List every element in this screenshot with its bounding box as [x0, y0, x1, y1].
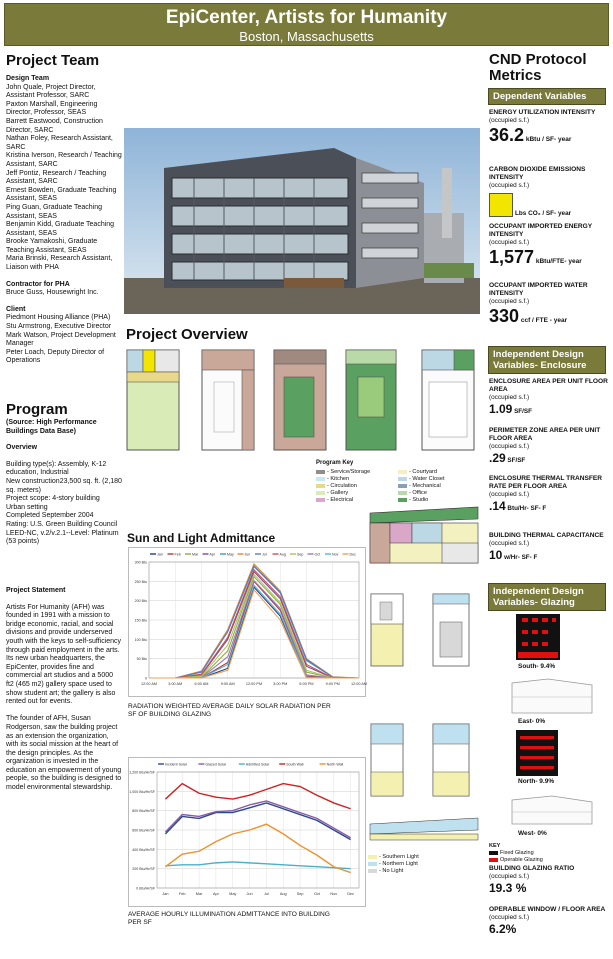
operable-window-label: OPERABLE WINDOW / FLOOR AREA [489, 906, 606, 913]
south-glazing: South- 9.4% [518, 663, 556, 670]
design-team-label: Design Team [6, 75, 50, 82]
co2-label: CARBON DIOXIDE EMISSIONS INTENSITY [489, 166, 586, 181]
program-key-swatch [398, 498, 407, 502]
thermal-capacitance-metric [489, 532, 609, 565]
client-list: Piedmont Housing Alliance (PHA) Stu Armstrong, Executive Director Mark Watson, Project Development Manager Peter Loach, Deputy Director of Operations [6, 314, 116, 365]
operable-glazing-swatch [489, 858, 498, 862]
legend-label: Jun [244, 552, 251, 557]
x-tick-label: 9:00 AM [220, 682, 235, 686]
x-tick-label: Jun [246, 892, 253, 896]
program-key-swatch [316, 470, 325, 474]
section-drawing [368, 505, 480, 565]
dependent-variables-band: Dependent Variables [488, 88, 606, 105]
imported-water-sub: (occupied s.f.) [489, 298, 530, 305]
legend-label: Mar [192, 552, 199, 557]
glazing-ratio-metric [489, 865, 609, 895]
imported-water-metric [489, 282, 609, 331]
glazing-ratio-label: BUILDING GLAZING RATIO [489, 865, 575, 872]
y-tick-label: 600 Btu/Hr/SF [132, 828, 155, 833]
y-tick-label: 200 Btu [134, 599, 147, 604]
metrics-heading: CND Protocol Metrics [489, 51, 587, 84]
perimeter-value-row [489, 451, 609, 468]
thermal-capacitance-unit: w/Hr- SF- F [502, 554, 538, 561]
statement-label: Project Statement [6, 587, 66, 594]
y-tick-label: 250 Btu [134, 579, 147, 584]
chart1-caption: RADIATION WEIGHTED AVERAGE DAILY SOLAR RADIATION PER SF OF BUILDING GLAZING [128, 703, 331, 718]
x-tick-label: 12:00 AM [350, 682, 368, 686]
energy-value: 36.2 [489, 125, 525, 145]
west-glazing: West- 0% [518, 830, 547, 837]
x-tick-label: Feb [178, 892, 186, 896]
floor-plans [124, 347, 480, 459]
thermal-capacitance-value: 10 [489, 548, 503, 562]
statement-block [6, 587, 122, 793]
glazing-ratio-value: 19.3 % [489, 881, 527, 895]
legend-label: South Wall [286, 762, 304, 767]
program-source: (Source: High Performance Buildings Data Base) [6, 419, 97, 435]
program-key-item [316, 483, 398, 490]
imported-water-unit: ccf / FTE - year [519, 317, 568, 324]
co2-value-box [489, 193, 513, 217]
x-tick-label: 3:00 PM [273, 682, 288, 686]
program-key-item [398, 476, 445, 483]
program-key-swatch [316, 484, 325, 488]
perimeter-label: PERIMETER ZONE AREA PER UNIT FLOOR AREA [489, 427, 601, 442]
enclosure-area-metric [489, 378, 609, 419]
floor-plan-5 [422, 350, 474, 450]
enclosure-area-label: ENCLOSURE AREA PER UNIT FLOOR AREA [489, 378, 608, 393]
solar-radiation-chart-frame [128, 547, 366, 697]
floor-plan-1 [127, 350, 179, 450]
program-key-swatch [398, 491, 407, 495]
y-tick-label: 400 Btu/Hr/SF [132, 847, 155, 852]
y-tick-label: 0 Btu/Hr/SF [136, 886, 155, 891]
x-tick-label: 6:00 PM [299, 682, 314, 686]
illumination-chart-frame [128, 757, 366, 907]
x-tick-label: Jul [263, 892, 269, 896]
light-key-swatch [368, 862, 377, 866]
light-section [370, 818, 478, 840]
north-elevation [512, 728, 562, 778]
imported-energy-sub: (occupied s.f.) [489, 239, 530, 246]
x-tick-label: 6:00 AM [194, 682, 209, 686]
light-key-swatch [368, 869, 377, 873]
light-plan-1 [371, 594, 403, 666]
x-tick-label: 12:00 AM [140, 682, 158, 686]
y-tick-label: 100 Btu [134, 637, 147, 642]
legend-label: Feb [174, 552, 181, 557]
program-key-item [398, 483, 445, 490]
thermal-transfer-unit: Btu/Hr- SF- F [505, 505, 547, 512]
overview-text: Building type(s): Assembly, K-12 education, Industrial New construction23,500 sq. ft. (2,180 sq. meters) Project scope: 4-story building Urban setting Completed September 2004 Rating: U.S. Green Building Council LEED-NC, v.2/v.2.1--Level: Platinum (53 points) [6, 460, 122, 546]
project-team-block [6, 75, 122, 366]
glazing-variables-band: Independent Design Variables- Glazing [488, 583, 606, 611]
y-tick-label: 200 Btu/Hr/SF [132, 867, 155, 872]
y-tick-label: 800 Btu/Hr/SF [132, 809, 155, 814]
enclosure-variables-band: Independent Design Variables- Enclosure [488, 346, 606, 374]
legend-label: Nov [332, 552, 339, 557]
x-tick-label: 12:00 PM [245, 682, 263, 686]
light-key-label: - Northern Light [379, 861, 418, 867]
imported-water-value-row [489, 306, 609, 331]
building-rendering [124, 128, 480, 314]
west-elevation [508, 790, 598, 826]
operable-glazing-key [489, 857, 609, 864]
co2-unit: Lbs CO₂ / SF- year [515, 210, 572, 217]
legend-label: Oct [314, 552, 321, 557]
glazing-key-label: KEY [489, 843, 501, 849]
legend-label: North Wall [326, 762, 344, 767]
enclosure-area-sub: (occupied s.f.) [489, 394, 530, 401]
light-key-item [368, 861, 478, 868]
imported-energy-metric [489, 223, 609, 272]
imported-water-label: OCCUPANT IMPORTED WATER INTENSITY [489, 282, 588, 297]
floor-plan-3 [274, 350, 326, 450]
x-tick-label: Apr [212, 892, 219, 896]
fixed-glazing-swatch [489, 851, 498, 855]
program-key-label: - Water Closet [409, 476, 445, 482]
statement-text: Artists For Humanity (AFH) was founded in 1991 with a mission to bridge economic, racial, and social divisions and provide underserved youth with the keys to self-sufficiency through paid employment in the arts. Its new urban headquarters, the EpiCenter, provides fine and commercial art studios and a 5000 ft2 (465 m2) gallery space used to show student art; the gallery is also rented out for events. The founder of AFH, Susan Rodgerson, saw the building project as an extension the organization, with its social mission at the heart of the design principles. As the organization is invested in the education an empowerment of young people, so the building is designed to model environmental stewardship. [6, 603, 122, 792]
imported-energy-value: 1,577 [489, 247, 535, 267]
series-line-glazed-solar [165, 801, 350, 838]
program-key-item [398, 490, 445, 497]
thermal-capacitance-value-row [489, 548, 609, 565]
program-key-label: - Service/Storage [327, 469, 371, 475]
program-key-swatch [316, 491, 325, 495]
program-key-label: - Studio [409, 497, 429, 503]
legend-label: Glazed Solar [205, 762, 227, 767]
series-line-admitted-solar [165, 862, 350, 869]
operable-glazing-label: Operable Glazing [500, 857, 543, 863]
program-key-item [398, 469, 445, 476]
east-elevation [508, 675, 598, 715]
program-key-item [398, 497, 445, 504]
page-title: EpiCenter, Artists for Humanity [165, 7, 448, 28]
program-block [6, 419, 122, 547]
project-overview-heading: Project Overview [126, 326, 248, 343]
legend-label: Sep [297, 552, 304, 557]
x-tick-label: Oct [313, 892, 320, 896]
glazing-key [489, 843, 609, 864]
light-key-item [368, 854, 478, 861]
thermal-transfer-sub: (occupied s.f.) [489, 491, 530, 498]
overview-label: Overview [6, 444, 38, 452]
north-glazing: North- 9.9% [518, 778, 555, 785]
program-key-label: - Electrical [327, 497, 354, 503]
energy-sub: (occupied s.f.) [489, 117, 530, 124]
energy-unit: kBtu / SF- year [524, 136, 572, 143]
x-tick-label: Sep [296, 892, 304, 896]
imported-water-value: 330 [489, 306, 520, 326]
legend-label: Admitted Solar [245, 762, 270, 767]
program-key-label: - Office [409, 490, 427, 496]
program-key-swatch [398, 470, 407, 474]
legend-label: Aug [279, 552, 286, 557]
x-tick-label: Jan [162, 892, 169, 896]
operable-window-sub: (occupied s.f.) [489, 914, 530, 921]
thermal-transfer-label: ENCLOSURE THERMAL TRANSFER RATE PER FLOOR AREA [489, 475, 603, 490]
operable-window-value: 6.2% [489, 922, 517, 936]
program-key-label: - Kitchen [327, 476, 350, 482]
program-key-label: - Courtyard [409, 469, 437, 475]
chart2-caption: AVERAGE HOURLY ILLUMINATION ADMITTANCE INTO BUILDING PER SF [128, 911, 330, 926]
light-plan-3 [371, 724, 403, 796]
enclosure-area-value-row [489, 402, 609, 419]
light-key [368, 854, 478, 875]
banner [4, 3, 609, 46]
program-key-label: - Circulation [327, 483, 357, 489]
co2-metric [489, 166, 609, 217]
program-key-swatch [398, 477, 407, 481]
y-tick-label: 1,000 Btu/Hr/SF [129, 789, 155, 794]
legend-label: Dec [349, 552, 356, 557]
light-key-label: - Southern Light [379, 854, 419, 860]
project-team-heading: Project Team [6, 52, 100, 69]
thermal-transfer-metric [489, 475, 609, 516]
y-tick-label: 0 [145, 676, 147, 681]
x-tick-label: Dec [347, 892, 354, 896]
sun-light-heading: Sun and Light Admittance [127, 531, 276, 545]
light-key-label: - No Light [379, 868, 404, 874]
light-plan-2 [433, 594, 469, 666]
x-tick-label: Aug [279, 892, 287, 896]
client-label: Client [6, 305, 26, 313]
x-tick-label: 3:00 AM [168, 682, 183, 686]
program-key-item [316, 490, 398, 497]
light-key-swatch [368, 855, 377, 859]
design-team-list: John Quale, Project Director, Assistant Professor, SARC Paxton Marshall, Engineering Director, Professor, SEAS Barrett Eastwood, Construction Director, SARC Nathan Foley, Research Assistant, SARC Kristina Iverson, Research / Teaching Assistant, SARC Jeff Pontiz, Research / Teaching Assistant, SARC Ernest Bowden, Graduate Teaching Assistant, SEAS Ping Guan, Graduate Teaching Assistant, SEAS Benjamin Kidd, Graduate Teaching Assistant, SEAS Brooke Yamakoshi, Graduate Teaching Assistant, SEAS Maria Brinski, Research Assistant, Liaison with PHA [6, 83, 122, 272]
fixed-glazing-label: Fixed Glazing [500, 850, 534, 856]
x-tick-label: May [229, 892, 237, 896]
x-tick-label: 9:00 PM [325, 682, 340, 686]
enclosure-area-value: 1.09 [489, 402, 513, 416]
legend-label: Apr [209, 552, 216, 557]
program-heading: Program [6, 401, 68, 418]
program-key-swatch [398, 484, 407, 488]
contractor-text: Bruce Guss, Housewright Inc. [6, 289, 99, 297]
program-key-swatch [316, 477, 325, 481]
enclosure-area-unit: SF/SF [512, 408, 532, 415]
energy-label: ENERGY UTILIZATION INTENSITY [489, 109, 596, 116]
program-key-item [316, 476, 398, 483]
program-key-item [316, 469, 398, 476]
perimeter-sub: (occupied s.f.) [489, 443, 530, 450]
thermal-capacitance-sub: (occupied s.f.) [489, 540, 530, 547]
floor-plan-4 [346, 350, 396, 450]
energy-value-row [489, 125, 609, 150]
thermal-capacitance-label: BUILDING THERMAL CAPACITANCE [489, 532, 604, 539]
co2-value-row [489, 193, 609, 217]
thermal-transfer-value-row [489, 499, 609, 516]
program-key-label: - Gallery [327, 490, 349, 496]
perimeter-value: .29 [489, 451, 506, 465]
legend-label: Incident Solar [165, 762, 187, 767]
east-glazing: East- 0% [518, 718, 546, 725]
solar-radiation-chart [129, 548, 368, 696]
y-tick-label: 1,200 Btu/Hr/SF [129, 770, 155, 775]
glazing-ratio-sub: (occupied s.f.) [489, 873, 530, 880]
legend-label: Jul [262, 552, 267, 557]
contractor-label: Contractor for PHA [6, 280, 70, 288]
y-tick-label: 300 Btu [134, 560, 147, 565]
y-tick-label: 50 Btu [136, 657, 147, 662]
illumination-chart [129, 758, 365, 906]
floor-plan-2 [202, 350, 254, 450]
light-plans [368, 592, 480, 840]
thermal-transfer-value: .14 [489, 499, 506, 513]
operable-window-metric [489, 906, 609, 936]
imported-energy-value-row [489, 247, 609, 272]
imported-energy-label: OCCUPANT IMPORTED ENERGY INTENSITY [489, 223, 593, 238]
program-key-item [316, 497, 398, 504]
light-key-item [368, 868, 478, 875]
legend-label: May [227, 552, 234, 557]
page-subtitle: Boston, Massachusetts [239, 29, 374, 44]
program-key [316, 460, 466, 504]
x-tick-label: Nov [330, 892, 338, 896]
south-elevation [508, 612, 568, 662]
program-key-title: Program Key [316, 460, 354, 466]
program-key-label: - Mechanical [409, 483, 441, 489]
y-tick-label: 150 Btu [134, 618, 147, 623]
co2-sub: (occupied s.f.) [489, 182, 530, 189]
perimeter-unit: SF/SF [505, 457, 526, 464]
x-tick-label: Mar [195, 892, 203, 896]
energy-metric [489, 109, 609, 150]
light-plan-4 [433, 724, 469, 796]
fixed-glazing-key [489, 850, 609, 857]
legend-label: Jan [157, 552, 163, 557]
program-key-swatch [316, 498, 325, 502]
imported-energy-unit: kBtu/FTE- year [534, 258, 582, 265]
perimeter-metric [489, 427, 609, 468]
